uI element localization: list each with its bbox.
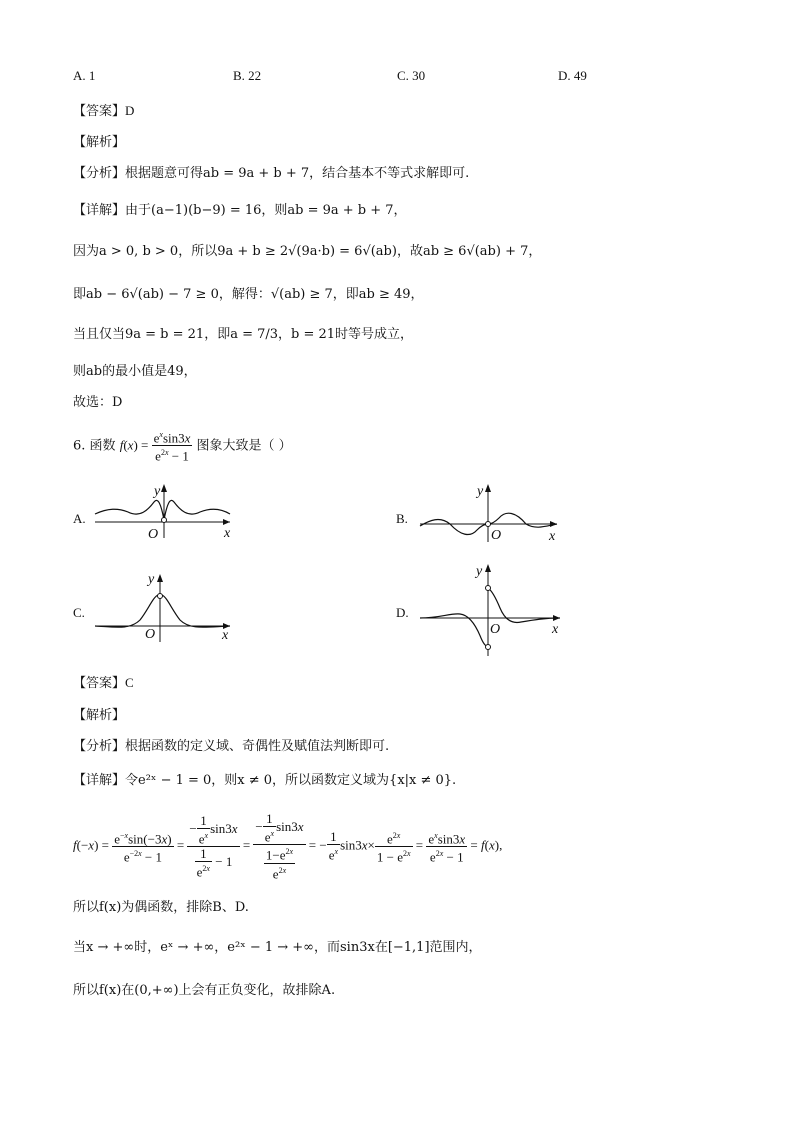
q6-analyze-label: 【分析】 [73, 739, 126, 754]
q6-answer-row [73, 672, 134, 691]
graph-label-a: A. [73, 511, 86, 526]
detail-line-1: 【详解】由于(a−1)(b−9) = 16，则ab = 9a + b + 7， [73, 203, 407, 218]
analyze-row [73, 162, 469, 181]
svg-text:O: O [148, 527, 159, 540]
svg-text:y: y [154, 484, 161, 499]
q6-analyze-row [73, 735, 389, 754]
detail-label: 【详解】 [73, 203, 126, 218]
analyze-label: 【分析】 [73, 166, 126, 181]
svg-text:O: O [491, 528, 502, 543]
graph-c[interactable] [90, 570, 240, 644]
graph-d[interactable] [415, 558, 570, 658]
q6-analyze-text: 根据函数的定义域、奇偶性及赋值法判断即可. [125, 739, 390, 754]
svg-text:y: y [148, 572, 155, 587]
graph-label-c: C. [73, 605, 85, 620]
q6-stem: 6. 函数 f(x) = $\frac{e^x\sin 3x}{e^{2x} - 1}$ 图象大致是（ ） [73, 430, 292, 464]
detail-line-6: 故选：D [73, 395, 123, 410]
svg-text:y: y [477, 484, 484, 499]
svg-text:y: y [476, 564, 483, 579]
q6-function-fraction: $\frac{e^x\sin 3x}{e^{2x} - 1}$ [153, 430, 191, 464]
q6-detail-line-4: 所以f(x)在(0,+∞)上会有正负变化，故排除A. [73, 983, 336, 998]
graph-label-d: D. [396, 605, 409, 620]
svg-text:x: x [552, 622, 559, 637]
answer-label: 【答案】 [73, 104, 126, 119]
option-b: B. 22 [233, 68, 262, 83]
svg-text:x: x [224, 526, 231, 540]
svg-text:O: O [145, 627, 156, 642]
analyze-text: 根据题意可得ab = 9a + b + 7，结合基本不等式求解即可. [125, 166, 470, 181]
option-c: C. 30 [397, 68, 426, 83]
option-d: D. 49 [558, 68, 587, 83]
q6-answer-label: 【答案】 [73, 676, 126, 691]
q6-answer-value: C [125, 675, 134, 690]
svg-text:O: O [490, 622, 501, 637]
q6-detail-line-3: 当x → +∞时，eˣ → +∞，e²ˣ − 1 → +∞，而sin3x在[−1,1]范围内， [73, 940, 482, 955]
q6-detail-label: 【详解】 [73, 773, 126, 788]
analysis-label: 【解析】 [73, 135, 126, 150]
q6-parity-equation: f(−x) = $\frac{e^{-x}\sin(-3x)}{e^{-2x} - 1}$ = − $\frac{1}{e^x}$ sin3x $\frac{1}{e^{2x}}$ − 1 = − $\frac{1}{e^x}$ sin3x $\frac{1-e^{2x}}{e^{2x}}$ = − $\frac{1}{e^x}$ sin3x× $\frac{e^{2x}}{1 - e^{2x}}$ = $\frac{e^x\sin 3x}{e^{2x} - 1}$ = f(x), [73, 811, 503, 881]
detail-line-3: 即ab − 6√(ab) − 7 ≥ 0，解得：√(ab) ≥ 7，即ab ≥ 49， [73, 287, 424, 302]
q6-detail-line-1: 【详解】令e²ˣ − 1 = 0，则x ≠ 0，所以函数定义域为{x|x ≠ 0}. [73, 773, 457, 788]
q6-analysis-label: 【解析】 [73, 708, 126, 723]
graph-b[interactable] [415, 480, 565, 544]
q6-detail-line-2: 所以f(x)为偶函数，排除B、D. [73, 900, 249, 915]
answer-row [73, 100, 134, 119]
option-a: A. 1 [73, 68, 96, 83]
detail-line-4: 当且仅当9a = b = 21，即a = 7/3，b = 21时等号成立， [73, 327, 414, 342]
graph-label-b: B. [396, 511, 408, 526]
answer-value: D [125, 103, 135, 118]
detail-line-2: 因为a > 0, b > 0，所以9a + b ≥ 2√(9a·b) = 6√(ab)，故ab ≥ 6√(ab) + 7， [73, 244, 542, 259]
detail-line-5: 则ab的最小值是49， [73, 364, 197, 379]
svg-text:x: x [549, 529, 556, 544]
graph-a[interactable] [90, 480, 240, 540]
svg-text:x: x [222, 628, 229, 643]
